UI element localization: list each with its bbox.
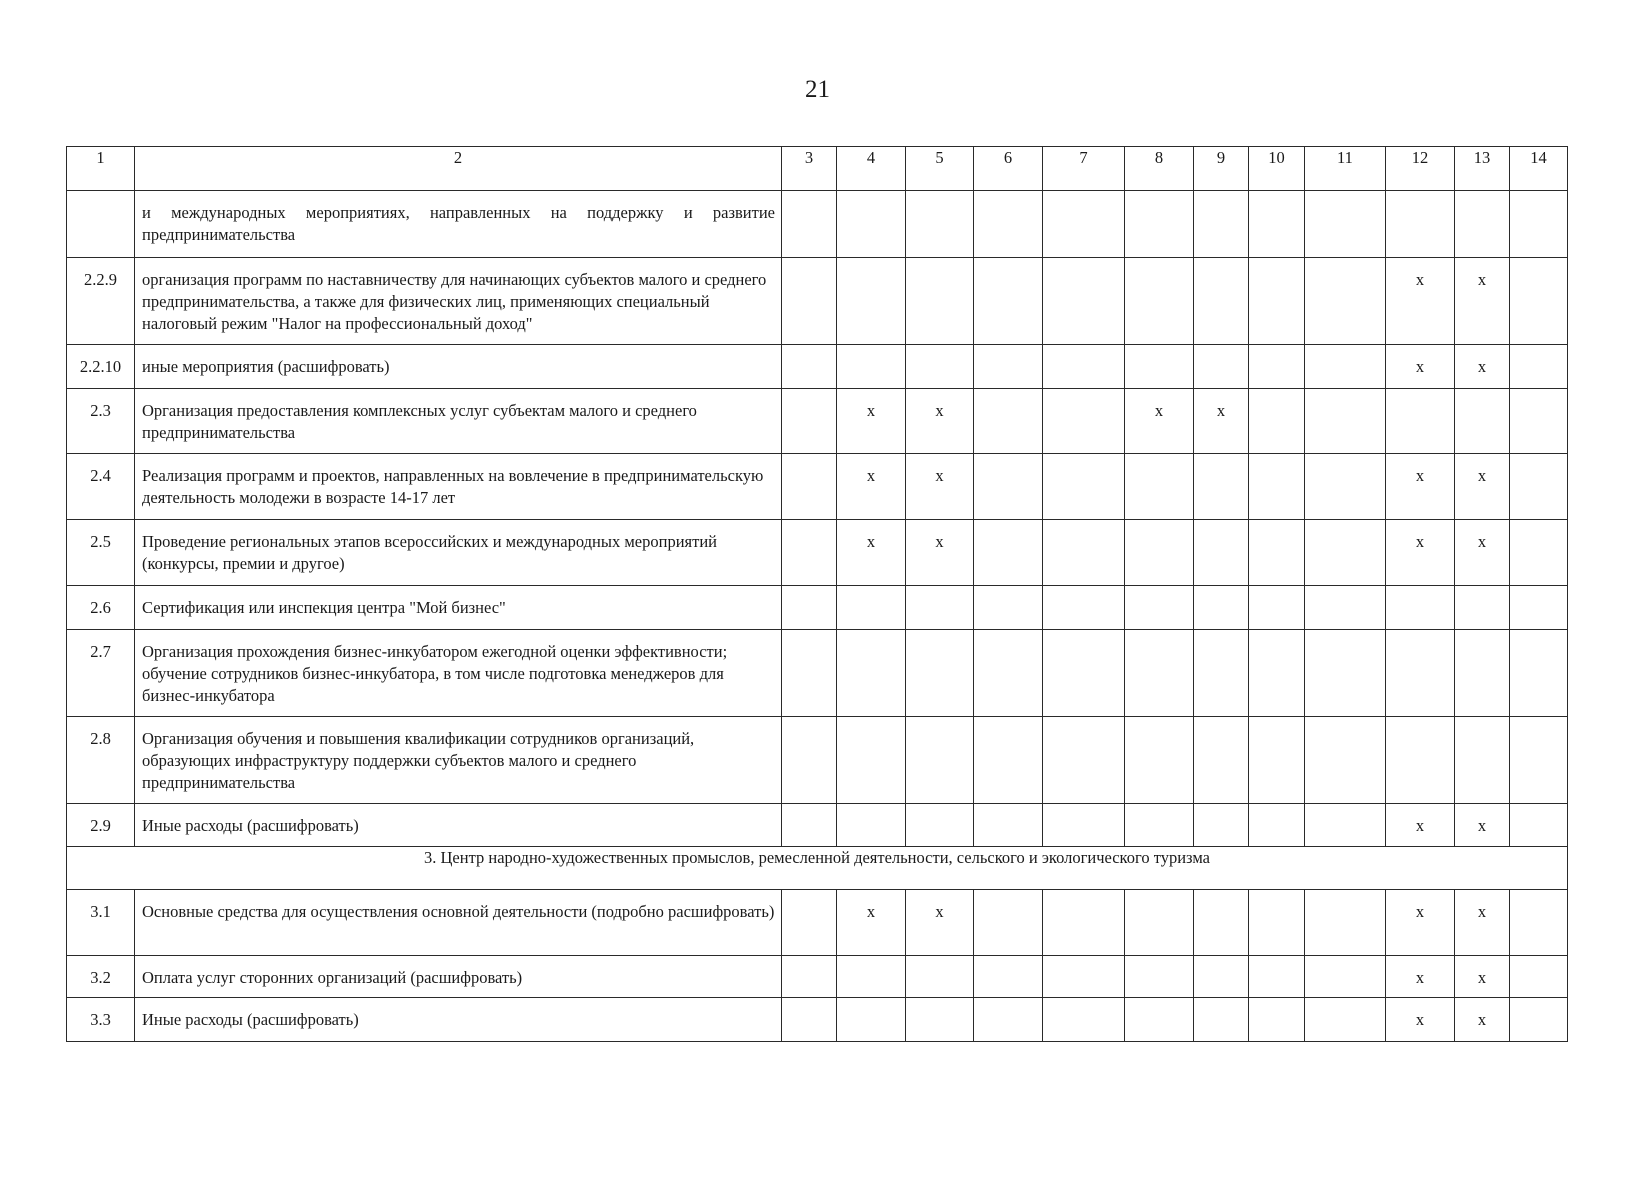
mark-cell: x [837,520,906,586]
mark-cell [1305,191,1386,258]
mark-cell [1043,520,1125,586]
mark-cell: x [1455,890,1510,956]
mark-cell [782,586,837,630]
mark-cell: x [1386,520,1455,586]
mark-cell [1194,191,1249,258]
mark-cell: x [1386,454,1455,520]
mark-cell [1194,345,1249,389]
mark-cell: x [1455,520,1510,586]
mark-cell [1305,258,1386,345]
mark-cell [837,258,906,345]
mark-cell [1386,191,1455,258]
mark-cell [1249,586,1305,630]
mark-cell: x [1386,890,1455,956]
mark-cell: x [906,890,974,956]
row-description: Организация предоставления комплексных услуг субъектам малого и среднего предпринимательства [135,389,782,454]
header-cell: 7 [1043,147,1125,191]
mark-cell [974,586,1043,630]
mark-cell [1194,717,1249,804]
row-description: Иные расходы (расшифровать) [135,804,782,847]
mark-cell [906,586,974,630]
mark-cell [1305,389,1386,454]
mark-cell [1510,520,1568,586]
mark-cell [1249,804,1305,847]
mark-cell [1386,389,1455,454]
mark-cell [1125,345,1194,389]
mark-cell [1305,804,1386,847]
mark-cell [1249,454,1305,520]
mark-cell [782,258,837,345]
mark-cell [1125,804,1194,847]
section-row [67,847,1568,890]
table-row [67,586,1568,630]
row-description: Реализация программ и проектов, направленных на вовлечение в предпринимательскую деятельность молодежи в возрасте 14-17 лет [135,454,782,520]
mark-cell [906,804,974,847]
mark-cell [782,717,837,804]
row-description: и международных мероприятиях, направленных на поддержку и развитие предпринимательства [135,191,782,258]
mark-cell [1125,191,1194,258]
mark-cell [1249,345,1305,389]
header-cell: 12 [1386,147,1455,191]
mark-cell: x [906,389,974,454]
row-description: организация программ по наставничеству для начинающих субъектов малого и среднего предпринимательства, а также для физических лиц, применяющих специальный налоговый режим "Налог на профессиональный доход" [135,258,782,345]
mark-cell: x [906,454,974,520]
table-row [67,804,1568,847]
mark-cell [1249,956,1305,998]
mark-cell [1043,717,1125,804]
mark-cell: x [1386,998,1455,1042]
mark-cell [1455,630,1510,717]
table-row [67,520,1568,586]
mark-cell: x [1455,345,1510,389]
mark-cell [1194,520,1249,586]
mark-cell [1510,345,1568,389]
mark-cell [974,454,1043,520]
mark-cell [837,998,906,1042]
row-number [67,191,135,258]
mark-cell [837,717,906,804]
row-description: Иные расходы (расшифровать) [135,998,782,1042]
mark-cell [1125,258,1194,345]
table-row [67,998,1568,1042]
mark-cell [1455,191,1510,258]
row-number: 2.6 [67,586,135,630]
mark-cell [1125,956,1194,998]
mark-cell [1043,804,1125,847]
mark-cell [837,804,906,847]
table-row [67,630,1568,717]
mark-cell [1194,804,1249,847]
mark-cell [1043,454,1125,520]
row-number: 2.2.9 [67,258,135,345]
mark-cell [1510,258,1568,345]
row-number: 3.3 [67,998,135,1042]
mark-cell [1305,630,1386,717]
row-description: иные мероприятия (расшифровать) [135,345,782,389]
mark-cell: x [1455,998,1510,1042]
mark-cell [1305,998,1386,1042]
mark-cell [1510,717,1568,804]
mark-cell [1510,454,1568,520]
mark-cell [782,520,837,586]
header-cell: 11 [1305,147,1386,191]
mark-cell: x [837,890,906,956]
mark-cell [1305,956,1386,998]
table-row [67,956,1568,998]
row-number: 2.7 [67,630,135,717]
mark-cell [1125,586,1194,630]
mark-cell [1194,586,1249,630]
mark-cell [906,998,974,1042]
mark-cell [782,956,837,998]
table-row [67,717,1568,804]
mark-cell [1043,630,1125,717]
mark-cell: x [837,454,906,520]
mark-cell [782,890,837,956]
mark-cell [782,389,837,454]
mark-cell [1043,586,1125,630]
mark-cell [1043,345,1125,389]
mark-cell: x [1125,389,1194,454]
mark-cell [1125,630,1194,717]
mark-cell [1510,998,1568,1042]
mark-cell [1249,389,1305,454]
mark-cell [1249,520,1305,586]
table-row [67,345,1568,389]
row-number: 2.8 [67,717,135,804]
data-table [66,146,1568,1042]
row-description: Основные средства для осуществления основной деятельности (подробно расшифровать) [135,890,782,956]
mark-cell [974,804,1043,847]
mark-cell [782,191,837,258]
mark-cell [974,520,1043,586]
header-cell: 9 [1194,147,1249,191]
mark-cell [1249,191,1305,258]
mark-cell [1043,191,1125,258]
mark-cell [1510,630,1568,717]
mark-cell [1125,717,1194,804]
header-cell: 1 [67,147,135,191]
mark-cell [1125,520,1194,586]
mark-cell [1510,586,1568,630]
mark-cell [1125,890,1194,956]
mark-cell [1386,586,1455,630]
mark-cell [782,345,837,389]
mark-cell [1510,956,1568,998]
mark-cell [1043,258,1125,345]
mark-cell [974,258,1043,345]
mark-cell [837,191,906,258]
mark-cell [1194,258,1249,345]
mark-cell [1455,389,1510,454]
header-cell: 10 [1249,147,1305,191]
mark-cell: x [1386,345,1455,389]
mark-cell [1305,890,1386,956]
mark-cell [782,454,837,520]
mark-cell [837,630,906,717]
mark-cell [1249,258,1305,345]
mark-cell [1386,630,1455,717]
mark-cell: x [1455,454,1510,520]
mark-cell [1305,586,1386,630]
mark-cell [974,345,1043,389]
mark-cell [837,956,906,998]
page-number: 21 [805,76,830,103]
row-number: 2.2.10 [67,345,135,389]
mark-cell [1249,998,1305,1042]
mark-cell [1194,630,1249,717]
section-title: 3. Центр народно-художественных промыслов, ремесленной деятельности, сельского и экологического туризма [67,847,1568,890]
row-description: Сертификация или инспекция центра "Мой бизнес" [135,586,782,630]
mark-cell [974,717,1043,804]
mark-cell [1194,956,1249,998]
row-number: 2.9 [67,804,135,847]
row-number: 3.1 [67,890,135,956]
mark-cell [1305,345,1386,389]
mark-cell: x [1386,804,1455,847]
mark-cell [974,630,1043,717]
mark-cell [782,998,837,1042]
mark-cell [1455,586,1510,630]
header-cell: 2 [135,147,782,191]
mark-cell [974,890,1043,956]
mark-cell: x [837,389,906,454]
mark-cell [974,956,1043,998]
mark-cell [1043,956,1125,998]
header-cell: 13 [1455,147,1510,191]
mark-cell [1305,454,1386,520]
row-description: Организация обучения и повышения квалификации сотрудников организаций, образующих инфраструктуру поддержки субъектов малого и среднего предпринимательства [135,717,782,804]
mark-cell [1386,717,1455,804]
header-cell: 3 [782,147,837,191]
mark-cell [1043,890,1125,956]
mark-cell [906,717,974,804]
mark-cell: x [1455,956,1510,998]
table-row [67,191,1568,258]
mark-cell [906,630,974,717]
mark-cell [906,258,974,345]
header-cell: 8 [1125,147,1194,191]
mark-cell [1510,804,1568,847]
mark-cell: x [906,520,974,586]
mark-cell [782,630,837,717]
mark-cell: x [1386,956,1455,998]
mark-cell [974,998,1043,1042]
mark-cell [782,804,837,847]
mark-cell: x [1386,258,1455,345]
mark-cell [1194,998,1249,1042]
row-number: 2.3 [67,389,135,454]
mark-cell [1455,717,1510,804]
mark-cell [1194,454,1249,520]
mark-cell [1043,389,1125,454]
mark-cell [1510,389,1568,454]
mark-cell [837,586,906,630]
mark-cell [1510,191,1568,258]
mark-cell [1125,998,1194,1042]
row-description: Проведение региональных этапов всероссийских и международных мероприятий (конкурсы, премии и другое) [135,520,782,586]
mark-cell [1249,890,1305,956]
mark-cell [906,191,974,258]
header-cell: 6 [974,147,1043,191]
mark-cell: x [1194,389,1249,454]
mark-cell [1194,890,1249,956]
mark-cell [837,345,906,389]
table-row [67,389,1568,454]
mark-cell [1249,630,1305,717]
mark-cell [906,345,974,389]
table-row [67,890,1568,956]
row-description: Оплата услуг сторонних организаций (расшифровать) [135,956,782,998]
header-cell: 4 [837,147,906,191]
mark-cell [1249,717,1305,804]
header-cell: 14 [1510,147,1568,191]
mark-cell: x [1455,804,1510,847]
mark-cell [974,191,1043,258]
mark-cell [974,389,1043,454]
mark-cell [1305,520,1386,586]
mark-cell [1305,717,1386,804]
row-number: 3.2 [67,956,135,998]
table-row [67,454,1568,520]
mark-cell [1043,998,1125,1042]
row-number: 2.4 [67,454,135,520]
row-description: Организация прохождения бизнес-инкубатором ежегодной оценки эффективности; обучение сотрудников бизнес-инкубатора, в том числе подготовка менеджеров для бизнес-инкубатора [135,630,782,717]
header-cell: 5 [906,147,974,191]
mark-cell [1125,454,1194,520]
mark-cell: x [1455,258,1510,345]
table-row [67,258,1568,345]
header-row [67,147,1568,191]
row-number: 2.5 [67,520,135,586]
mark-cell [1510,890,1568,956]
mark-cell [906,956,974,998]
